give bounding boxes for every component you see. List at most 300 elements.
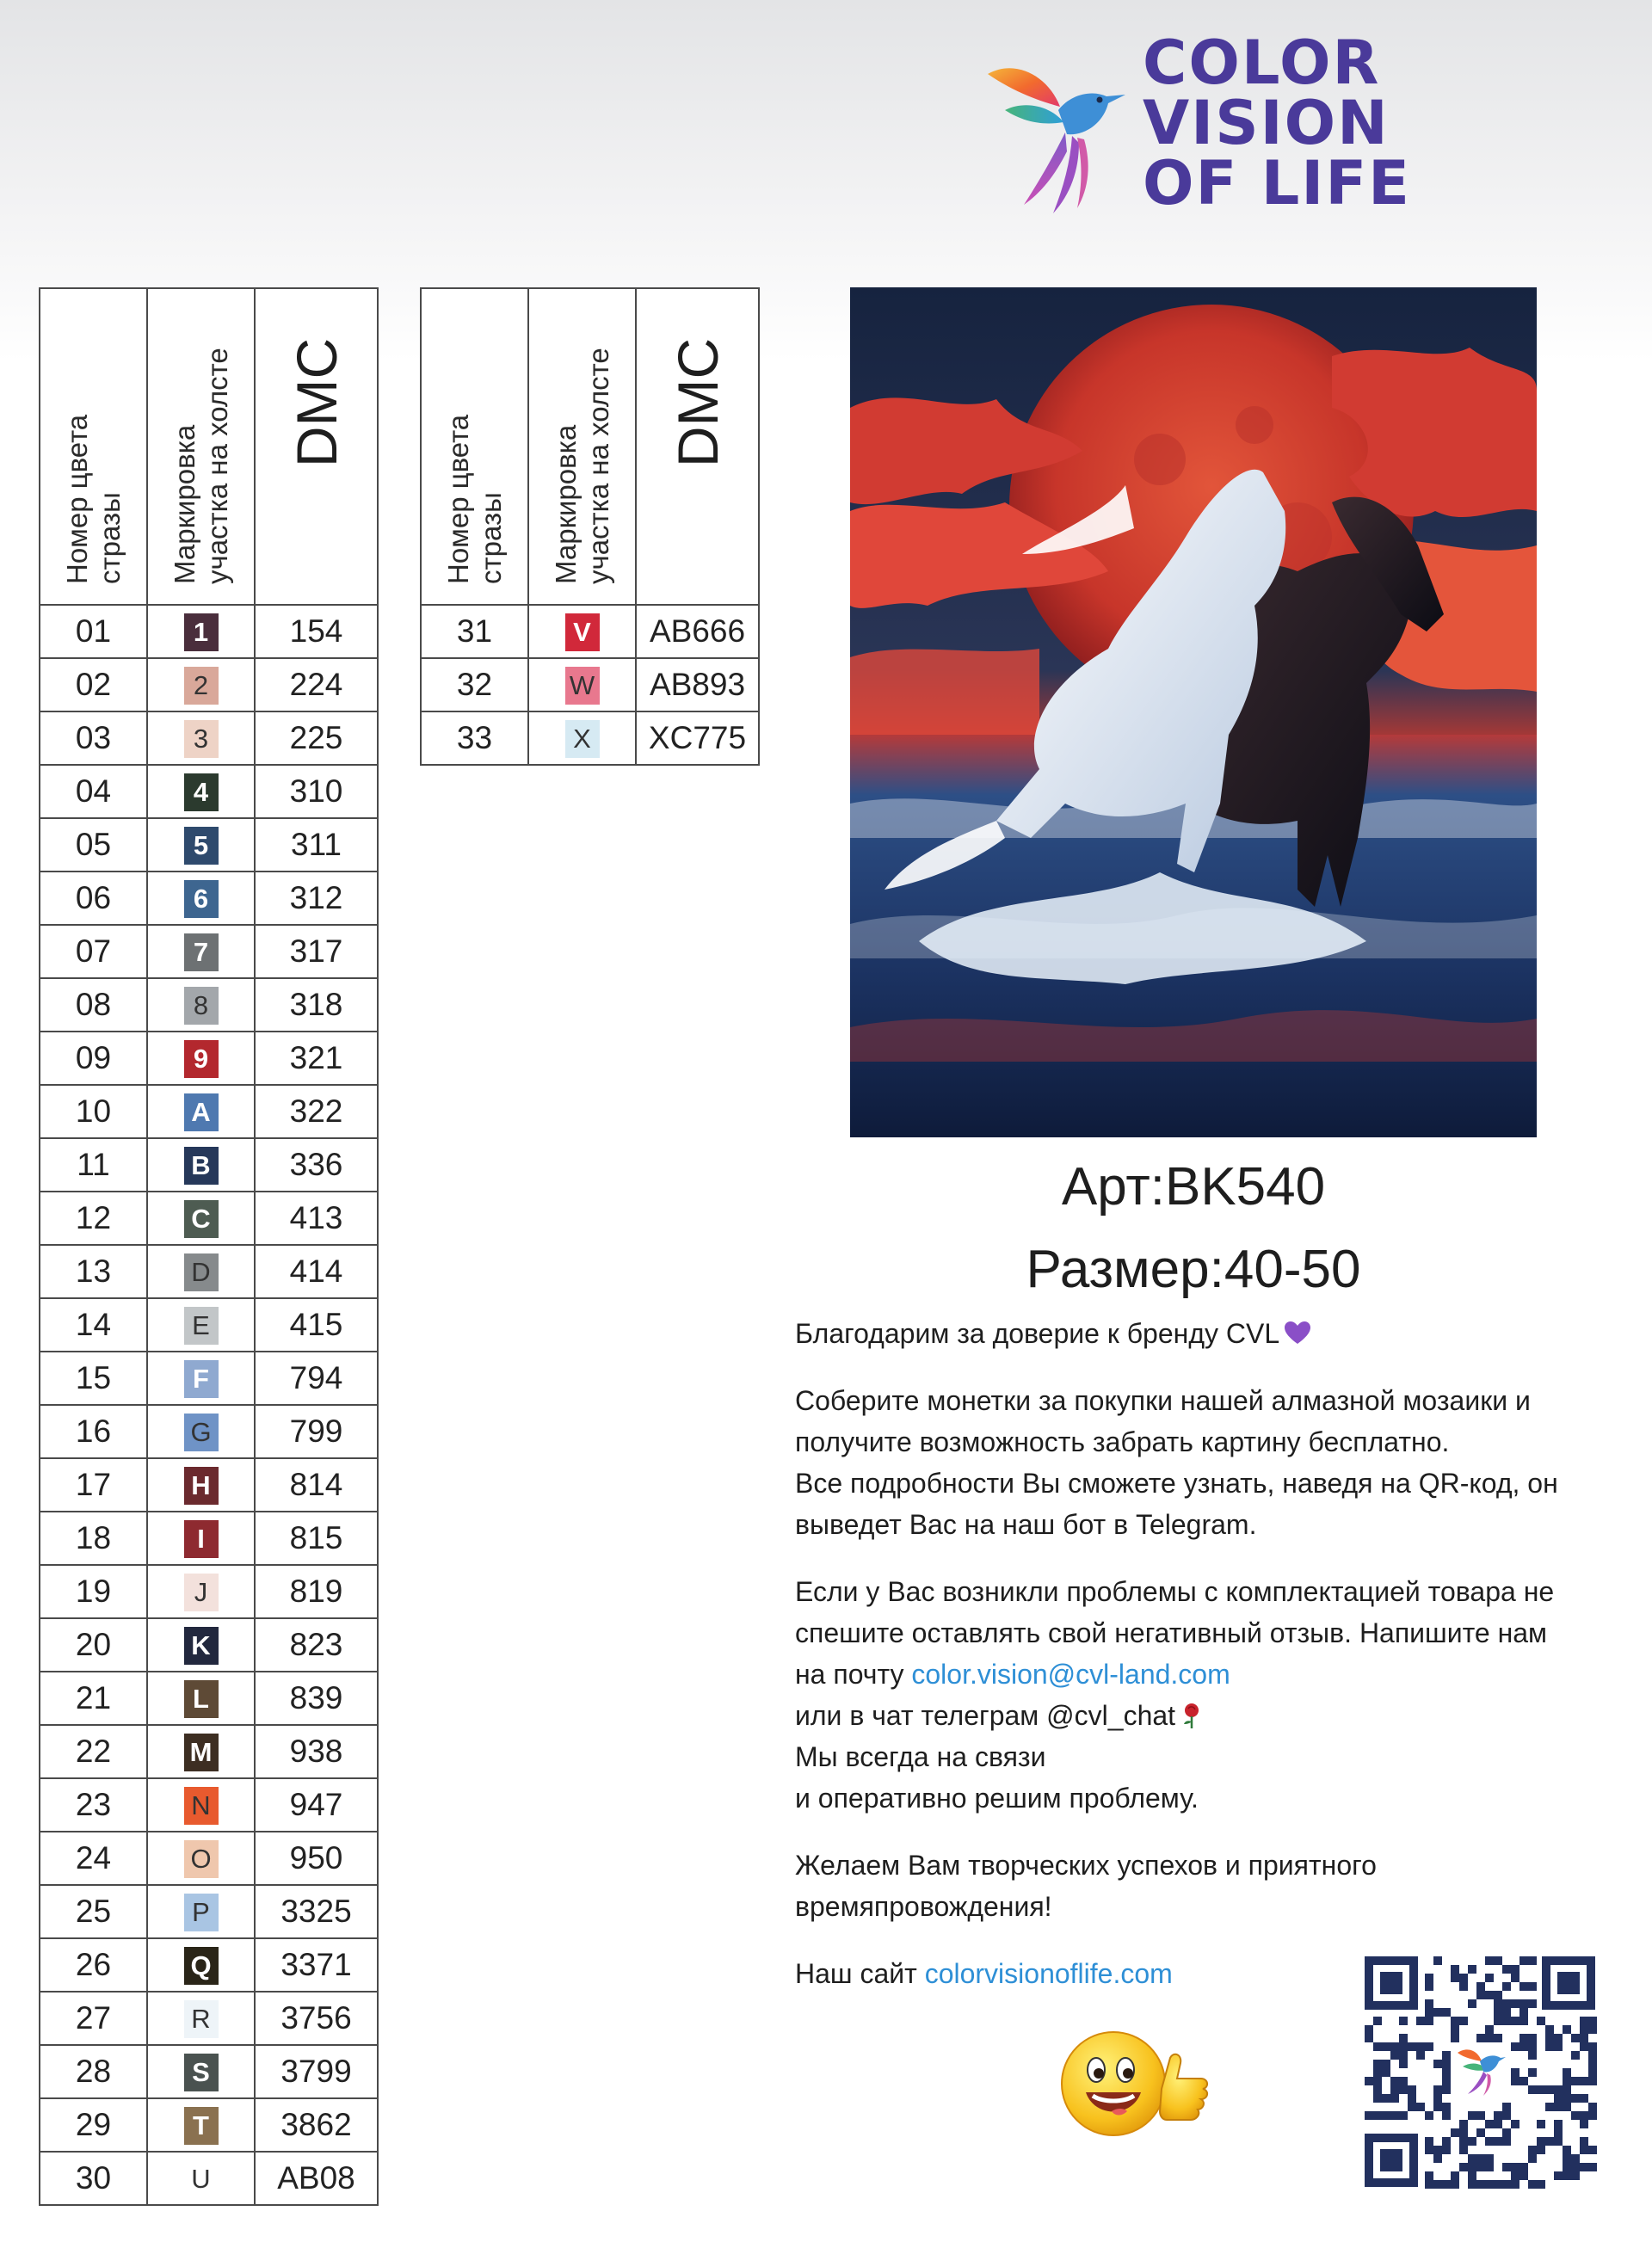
color-number-cell: 16 [40, 1405, 147, 1458]
color-number-cell: 26 [40, 1938, 147, 1992]
color-number-cell: 31 [421, 605, 528, 658]
dmc-code-cell: 799 [255, 1405, 378, 1458]
dmc-code-cell: 415 [255, 1298, 378, 1352]
marking-cell [147, 1885, 255, 1938]
qr-module [1580, 2163, 1588, 2171]
qr-module [1580, 2077, 1588, 2085]
qr-module [1571, 2034, 1580, 2042]
dmc-code-cell: 3799 [255, 2045, 378, 2098]
color-swatch: L [184, 1680, 219, 1718]
qr-module [1468, 2171, 1476, 2180]
color-swatch: E [184, 1307, 219, 1345]
color-number-cell: 32 [421, 658, 528, 711]
palette-row [40, 658, 378, 711]
qr-module [1563, 2094, 1571, 2103]
qr-module [1580, 2111, 1588, 2120]
qr-module [1502, 1965, 1511, 1974]
qr-module [1425, 1999, 1433, 2008]
qr-module [1494, 2008, 1502, 2017]
header-marking-line-2: участка на холсте [200, 348, 233, 584]
qr-module [1571, 2163, 1580, 2171]
qr-module [1485, 1991, 1494, 1999]
brand-wordmark-line-1: COLOR [1143, 28, 1381, 98]
palette-row [40, 1085, 378, 1138]
palette-header-row [40, 288, 378, 605]
marking-cell [147, 1192, 255, 1245]
qr-module [1494, 2034, 1502, 2042]
qr-module [1502, 2180, 1511, 2189]
qr-module [1459, 2120, 1468, 2128]
qr-module [1537, 2180, 1545, 2189]
qr-module [1399, 2051, 1408, 2060]
color-swatch: B [184, 1147, 219, 1185]
qr-module [1554, 2171, 1563, 2180]
qr-module [1485, 1974, 1494, 1982]
color-number-cell: 28 [40, 2045, 147, 2098]
palette-row [40, 925, 378, 978]
qr-module [1485, 2120, 1494, 2128]
qr-module [1468, 2154, 1476, 2163]
qr-module [1382, 2094, 1390, 2103]
qr-module [1442, 2051, 1451, 2060]
palette-body-left [40, 605, 378, 2205]
qr-module [1528, 2146, 1537, 2154]
color-number-cell: 20 [40, 1618, 147, 1672]
dmc-code-cell: 794 [255, 1352, 378, 1405]
header-marking-line-1: Маркировка [549, 424, 582, 584]
qr-module [1588, 2042, 1597, 2051]
color-number-cell: 21 [40, 1672, 147, 1725]
qr-module [1588, 2077, 1597, 2085]
color-swatch: J [184, 1574, 219, 1611]
qr-module [1433, 2094, 1442, 2103]
qr-module [1511, 2017, 1519, 2025]
qr-module [1442, 2180, 1451, 2189]
qr-module [1433, 1956, 1442, 1965]
qr-code-icon[interactable] [1361, 1953, 1599, 2190]
qr-module [1373, 2017, 1382, 2025]
palette-row [40, 818, 378, 872]
qr-module [1528, 1999, 1537, 2008]
dmc-code-cell: 815 [255, 1512, 378, 1565]
qr-module [1528, 2034, 1537, 2042]
qr-module [1476, 1982, 1485, 1991]
palette-row [40, 1725, 378, 1778]
qr-module [1433, 2103, 1442, 2111]
dmc-code-cell: 310 [255, 765, 378, 818]
color-number-cell: 18 [40, 1512, 147, 1565]
qr-module [1511, 1965, 1519, 1974]
color-swatch: 6 [184, 880, 219, 918]
color-number-cell: 22 [40, 1725, 147, 1778]
dmc-code-cell: 3325 [255, 1885, 378, 1938]
dmc-code-cell: 312 [255, 872, 378, 925]
coins-line-2: получите возможность забрать картину бесплатно. [795, 1426, 1450, 1457]
qr-module [1476, 2163, 1485, 2171]
qr-module [1468, 2137, 1476, 2146]
qr-module [1563, 2077, 1571, 2085]
color-swatch: W [565, 667, 600, 705]
color-number-cell: 10 [40, 1085, 147, 1138]
dmc-code-cell: 322 [255, 1085, 378, 1138]
problems-paragraph [795, 1571, 1604, 1819]
qr-module [1459, 2163, 1468, 2171]
color-number-cell: 02 [40, 658, 147, 711]
dmc-code-cell: 3862 [255, 2098, 378, 2152]
marking-cell [528, 658, 636, 711]
qr-module [1451, 2128, 1459, 2137]
qr-module [1519, 2008, 1528, 2017]
qr-module [1554, 2094, 1563, 2103]
qr-module [1545, 2085, 1554, 2094]
dmc-code-cell: 321 [255, 1032, 378, 1085]
qr-module [1416, 2103, 1425, 2111]
qr-module [1476, 2034, 1485, 2042]
qr-module [1554, 2042, 1563, 2051]
qr-module [1580, 2120, 1588, 2128]
dmc-code-cell: XC775 [636, 711, 759, 765]
dmc-code-cell: AB08 [255, 2152, 378, 2205]
palette-row [40, 1885, 378, 1938]
qr-module [1554, 2103, 1563, 2111]
qr-module [1425, 1974, 1433, 1982]
qr-module [1588, 2025, 1597, 2034]
qr-module [1563, 2154, 1571, 2163]
color-swatch: 8 [184, 987, 219, 1025]
color-swatch: 2 [184, 667, 219, 705]
color-number-cell: 17 [40, 1458, 147, 1512]
qr-module [1408, 2103, 1416, 2111]
qr-module [1511, 2163, 1519, 2171]
qr-module [1408, 2094, 1416, 2103]
qr-module [1537, 2137, 1545, 2146]
qr-module [1494, 2137, 1502, 2146]
dmc-code-cell: AB666 [636, 605, 759, 658]
email-prefix: на почту [795, 1659, 904, 1690]
palette-row [40, 1032, 378, 1085]
palette-row [40, 1992, 378, 2045]
qr-module [1571, 2094, 1580, 2103]
qr-module [1580, 2017, 1588, 2025]
qr-module [1390, 2085, 1399, 2094]
coins-line-3: Все подробности Вы сможете узнать, наведя на QR-код, он [795, 1468, 1558, 1499]
qr-module [1511, 2171, 1519, 2180]
dmc-code-cell: 950 [255, 1832, 378, 1885]
qr-module [1494, 2180, 1502, 2189]
qr-module [1588, 2051, 1597, 2060]
marking-cell [147, 872, 255, 925]
qr-module [1459, 2128, 1468, 2137]
qr-module [1511, 1974, 1519, 1982]
color-swatch: C [184, 1200, 219, 1238]
chat-line [795, 1695, 1604, 1736]
color-number-cell: 03 [40, 711, 147, 765]
palette-row [40, 1245, 378, 1298]
palette-row [421, 711, 759, 765]
marking-cell [147, 765, 255, 818]
qr-module [1425, 2008, 1433, 2017]
qr-module [1554, 2137, 1563, 2146]
qr-module [1399, 2042, 1408, 2051]
wish-line-2: времяпровождения! [795, 1891, 1052, 1922]
problems-line-1: Если у Вас возникли проблемы с комплектацией товара не [795, 1576, 1555, 1607]
header-dmc-label: DMC [665, 337, 730, 467]
marking-cell [147, 1618, 255, 1672]
color-number-cell: 06 [40, 872, 147, 925]
header-marking [147, 288, 255, 605]
qr-module [1399, 2034, 1408, 2042]
qr-module [1571, 2171, 1580, 2180]
qr-module [1580, 2146, 1588, 2154]
qr-module [1502, 2103, 1511, 2111]
qr-module [1468, 2180, 1476, 2189]
color-swatch: 5 [184, 827, 219, 865]
header-color-number [40, 288, 147, 605]
qr-module [1519, 1956, 1528, 1965]
palette-row [40, 1938, 378, 1992]
qr-module [1511, 2180, 1519, 2189]
color-swatch: 3 [184, 720, 219, 758]
qr-module [1416, 2017, 1425, 2025]
header-color-number-line-2: стразы [93, 492, 126, 584]
coins-paragraph [795, 1380, 1604, 1545]
qr-module [1588, 2068, 1597, 2077]
qr-module [1502, 2008, 1511, 2017]
marking-cell [147, 1245, 255, 1298]
qr-module [1365, 2025, 1373, 2034]
email-link[interactable]: color.vision@cvl-land.com [911, 1659, 1230, 1690]
thanks-text: Благодарим за доверие к бренду CVL [795, 1318, 1280, 1349]
qr-module [1502, 1982, 1511, 1991]
qr-module [1502, 2128, 1511, 2137]
marking-cell [147, 1512, 255, 1565]
qr-module [1425, 2180, 1433, 2189]
problems-line-2: спешите оставлять свой негативный отзыв. Напишите нам [795, 1617, 1548, 1648]
qr-module [1442, 2085, 1451, 2094]
color-number-cell: 07 [40, 925, 147, 978]
marking-cell [147, 2045, 255, 2098]
qr-module [1485, 2137, 1494, 2146]
qr-module [1476, 2111, 1485, 2120]
qr-module [1416, 2051, 1425, 2060]
qr-module [1416, 2042, 1425, 2051]
marking-cell [147, 2152, 255, 2205]
qr-module [1554, 2085, 1563, 2094]
color-swatch: R [184, 2000, 219, 2038]
color-swatch: Q [184, 1947, 219, 1985]
qr-module [1528, 2051, 1537, 2060]
dmc-code-cell: AB893 [636, 658, 759, 711]
qr-module [1519, 2017, 1528, 2025]
qr-module [1451, 2171, 1459, 2180]
palette-row [40, 1618, 378, 1672]
marking-cell [147, 1992, 255, 2045]
qr-module [1485, 2180, 1494, 2189]
dmc-code-cell: 154 [255, 605, 378, 658]
dmc-code-cell: 3371 [255, 1938, 378, 1992]
coins-line-4: выведет Вас на наш бот в Telegram. [795, 1509, 1257, 1540]
color-swatch: N [184, 1787, 219, 1825]
qr-module [1425, 2146, 1433, 2154]
qr-module [1537, 2017, 1545, 2025]
color-number-cell: 08 [40, 978, 147, 1032]
palette-row [40, 1672, 378, 1725]
palette-row [40, 1298, 378, 1352]
header-color-number [421, 288, 528, 605]
site-link[interactable]: colorvisionoflife.com [924, 1958, 1173, 1989]
qr-module [1545, 2025, 1554, 2034]
qr-module [1451, 2025, 1459, 2034]
qr-module [1511, 2120, 1519, 2128]
color-number-cell: 19 [40, 1565, 147, 1618]
qr-module [1580, 2034, 1588, 2042]
qr-module [1373, 2060, 1382, 2068]
color-swatch: X [565, 720, 600, 758]
contact-line-2: и оперативно решим проблему. [795, 1783, 1199, 1814]
palette-row [40, 1138, 378, 1192]
color-swatch: A [184, 1093, 219, 1131]
qr-module [1571, 2077, 1580, 2085]
wish-paragraph [795, 1845, 1604, 1927]
qr-module [1571, 2154, 1580, 2163]
marking-cell [147, 711, 255, 765]
color-number-cell: 05 [40, 818, 147, 872]
qr-module [1459, 2017, 1468, 2025]
marking-cell [147, 1458, 255, 1512]
header-color-number-line-2: стразы [474, 492, 507, 584]
qr-module [1580, 2094, 1588, 2103]
qr-module [1502, 2137, 1511, 2146]
qr-module [1494, 1991, 1502, 1999]
qr-module [1425, 2111, 1433, 2120]
qr-module [1519, 1982, 1528, 1991]
qr-module [1442, 2060, 1451, 2068]
qr-module [1468, 2163, 1476, 2171]
header-marking [528, 288, 636, 605]
contact-line-1: Мы всегда на связи [795, 1741, 1046, 1772]
qr-module [1365, 2111, 1373, 2120]
qr-module [1433, 2154, 1442, 2163]
qr-module [1588, 2060, 1597, 2068]
qr-module [1459, 2137, 1468, 2146]
qr-module [1451, 2180, 1459, 2189]
qr-module [1545, 2034, 1554, 2042]
qr-module [1442, 2137, 1451, 2146]
header-dmc [255, 288, 378, 605]
qr-module [1528, 1982, 1537, 1991]
palette-row [40, 2045, 378, 2098]
qr-module [1442, 2008, 1451, 2017]
header-marking-line-2: участка на холсте [582, 348, 614, 584]
color-swatch: T [184, 2107, 219, 2145]
qr-module [1511, 2077, 1519, 2085]
qr-module [1373, 2085, 1382, 2094]
qr-module [1563, 2068, 1571, 2077]
qr-module [1502, 1999, 1511, 2008]
brand-wordmark [1143, 28, 1411, 219]
artwork-horses-moon-image [850, 287, 1537, 1137]
qr-module [1588, 2017, 1597, 2025]
qr-module [1485, 2163, 1494, 2171]
qr-module [1373, 2111, 1382, 2120]
palette-row [40, 1458, 378, 1512]
wish-line-1: Желаем Вам творческих успехов и приятного [795, 1850, 1377, 1881]
dmc-code-cell: 225 [255, 711, 378, 765]
qr-module [1485, 2025, 1494, 2034]
qr-module [1451, 1965, 1459, 1974]
qr-module [1563, 2163, 1571, 2171]
palette-row [421, 658, 759, 711]
qr-module [1502, 2111, 1511, 2120]
color-swatch: U [191, 2163, 211, 2194]
rose-icon [1180, 1703, 1203, 1728]
dmc-code-cell: 823 [255, 1618, 378, 1672]
qr-module [1382, 2042, 1390, 2051]
qr-module [1390, 2042, 1399, 2051]
marking-cell [147, 658, 255, 711]
palette-row [40, 872, 378, 925]
qr-module [1571, 2111, 1580, 2120]
qr-module [1485, 2034, 1494, 2042]
color-number-cell: 30 [40, 2152, 147, 2205]
qr-module [1528, 2068, 1537, 2077]
qr-module [1425, 1982, 1433, 1991]
marking-cell [147, 1298, 255, 1352]
purple-heart-icon [1285, 1321, 1310, 1346]
color-number-cell: 15 [40, 1352, 147, 1405]
qr-module [1451, 2017, 1459, 2025]
color-number-cell: 25 [40, 1885, 147, 1938]
qr-module [1528, 2154, 1537, 2163]
chat-text[interactable]: или в чат телеграм @cvl_chat [795, 1700, 1176, 1731]
qr-module [1502, 2163, 1511, 2171]
email-line [795, 1654, 1604, 1695]
color-number-cell: 33 [421, 711, 528, 765]
color-swatch: V [565, 613, 600, 651]
qr-module [1545, 2042, 1554, 2051]
marking-cell [147, 1672, 255, 1725]
marking-cell [147, 1938, 255, 1992]
qr-module [1442, 2077, 1451, 2085]
qr-module [1373, 2077, 1382, 2085]
qr-module [1399, 2111, 1408, 2120]
qr-module [1511, 2068, 1519, 2077]
color-palette-table-right [420, 287, 760, 766]
color-number-cell: 01 [40, 605, 147, 658]
qr-module [1399, 2085, 1408, 2094]
dmc-code-cell: 413 [255, 1192, 378, 1245]
qr-module [1494, 2111, 1502, 2120]
brand-wordmark-line-2: VISION [1143, 88, 1390, 158]
palette-body-right [421, 605, 759, 765]
palette-row [40, 1192, 378, 1245]
qr-module [1433, 2146, 1442, 2154]
article-number: Арт:BK540 [1061, 1157, 1326, 1216]
qr-module [1451, 2034, 1459, 2042]
qr-module [1545, 2137, 1554, 2146]
marking-cell [147, 2098, 255, 2152]
qr-module [1468, 1965, 1476, 1974]
qr-module [1399, 2017, 1408, 2025]
qr-module [1580, 2042, 1588, 2051]
palette-row [40, 711, 378, 765]
color-number-cell: 11 [40, 1138, 147, 1192]
color-palette-table-left [39, 287, 379, 2206]
qr-module [1365, 2077, 1373, 2085]
dmc-code-cell: 414 [255, 1245, 378, 1298]
qr-module [1468, 2111, 1476, 2120]
dmc-code-cell: 814 [255, 1458, 378, 1512]
